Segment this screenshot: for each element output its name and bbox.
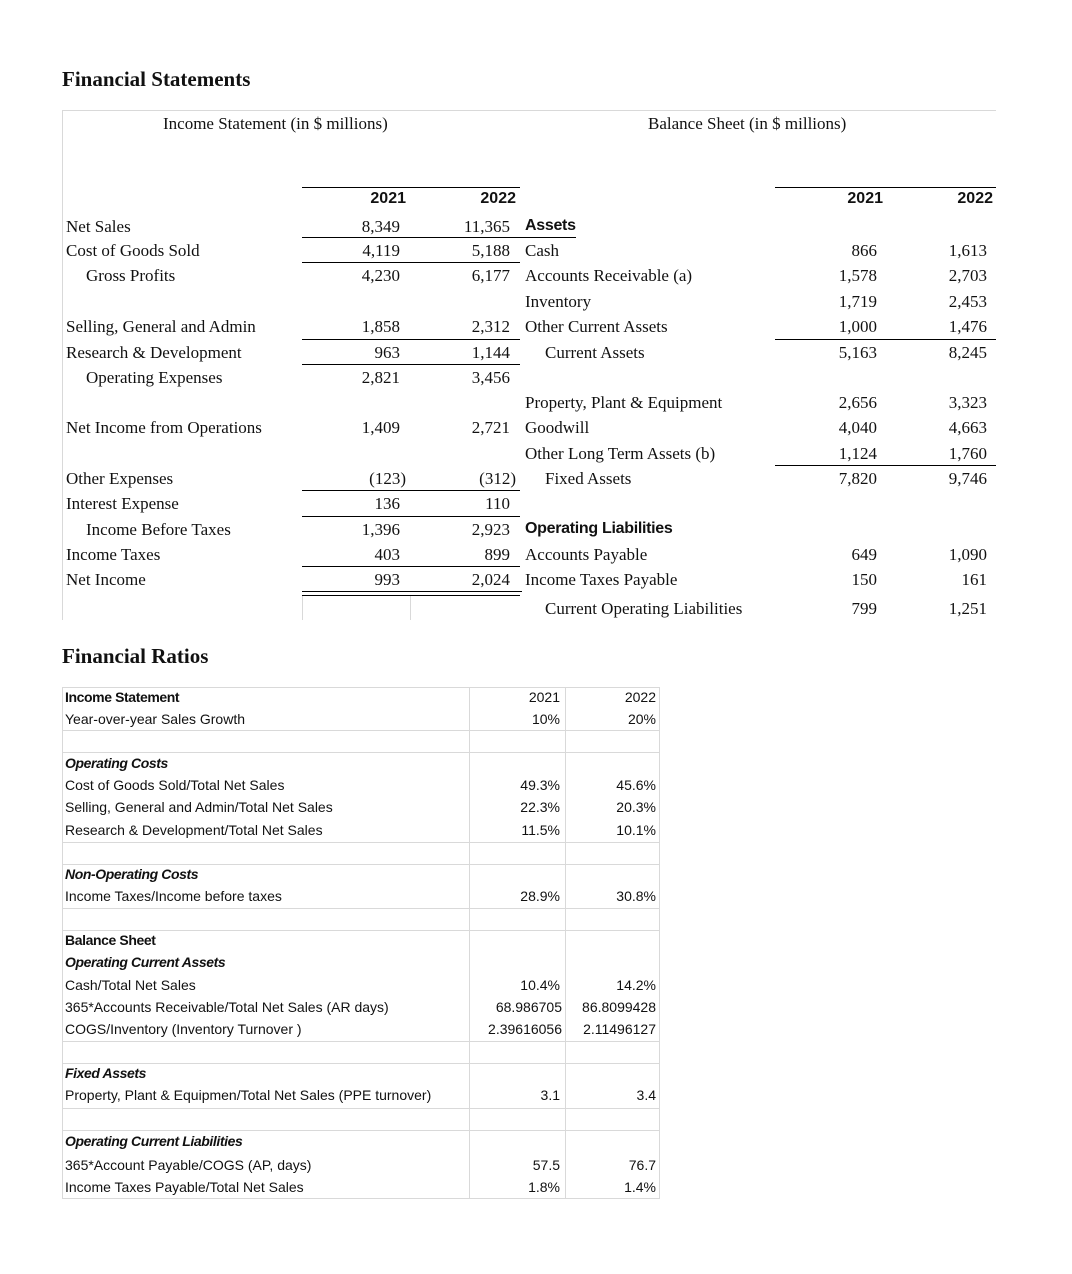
- page-title: Financial Statements: [62, 67, 251, 91]
- ratio-label: Income Taxes Payable/Total Net Sales: [65, 1179, 304, 1195]
- ratios-balance-sheet-label: Balance Sheet: [65, 932, 156, 948]
- bs-v2: 2,453: [948, 292, 987, 311]
- is-label-cogs: Cost of Goods Sold: [66, 241, 200, 260]
- is-v2: 6,177: [471, 266, 510, 285]
- ratio-v1: 10.4%: [520, 977, 560, 993]
- statements-frame-top: [62, 110, 996, 111]
- bs-v1: 2,656: [838, 393, 877, 412]
- bs-label-current-assets: Current Assets: [545, 343, 645, 362]
- bs-v2: 1,760: [948, 444, 987, 463]
- ratio-v1: 2.39616056: [488, 1021, 562, 1037]
- ratios-year-2022: 2022: [624, 689, 656, 705]
- is-label-interest-expense: Interest Expense: [66, 494, 179, 513]
- bs-v1: 1,719: [838, 292, 877, 311]
- bs-year-2022: 2022: [957, 190, 993, 207]
- ratios-grid-top: [62, 687, 659, 688]
- ratio-label: 365*Accounts Receivable/Total Net Sales (AR days): [65, 999, 389, 1015]
- ratios-grid-row: [62, 730, 659, 731]
- bs-v1: 1,124: [838, 444, 877, 463]
- ratio-v2: 3.4: [636, 1087, 656, 1103]
- bs-label-col: Current Operating Liabilities: [545, 599, 743, 618]
- ratios-grid-right: [659, 687, 660, 1199]
- is-label-operating-expenses: Operating Expenses: [86, 368, 223, 387]
- ratios-grid-row: [62, 908, 659, 909]
- is-header-rule: [302, 187, 520, 188]
- bs-label-cash: Cash: [525, 241, 559, 260]
- ratio-v1: 11.5%: [521, 822, 560, 838]
- is-rule: [302, 516, 520, 517]
- is-cell-border: [302, 596, 303, 620]
- ratio-v2: 45.6%: [616, 777, 656, 793]
- bs-v2: 2,703: [948, 266, 987, 285]
- ratios-grid-row: [62, 1108, 659, 1109]
- bs-label-other-current-assets: Other Current Assets: [525, 317, 668, 336]
- is-rule: [302, 339, 520, 340]
- ratio-v1: 57.5: [532, 1157, 560, 1173]
- bs-v2: 8,245: [948, 343, 987, 362]
- bs-v1: 1,578: [838, 266, 877, 285]
- ratios-fixed-assets-label: Fixed Assets: [65, 1065, 147, 1081]
- is-v1: 1,396: [361, 520, 400, 539]
- is-v1: (123): [369, 469, 406, 488]
- ratios-year-2021: 2021: [528, 689, 560, 705]
- bs-v1: 5,163: [838, 343, 877, 362]
- bs-v2: 1,613: [948, 241, 987, 260]
- is-year-2021: 2021: [370, 190, 406, 207]
- ratios-grid-row: [62, 1063, 659, 1064]
- ratio-v2: 10.1%: [616, 822, 656, 838]
- ratios-grid-row: [62, 1130, 659, 1131]
- bs-v1: 150: [851, 570, 877, 589]
- is-rule: [302, 566, 520, 567]
- is-rule: [302, 490, 520, 491]
- is-v1: 1,858: [361, 317, 400, 336]
- ratios-grid-bottom: [62, 1198, 659, 1199]
- is-v1: 8,349: [361, 217, 400, 236]
- income-statement-heading: Income Statement (in $ millions): [163, 114, 388, 133]
- is-v1: 4,119: [362, 241, 400, 260]
- bs-op-liabilities-label: Operating Liabilities: [525, 520, 673, 537]
- ratio-v2: 20%: [627, 711, 656, 727]
- is-v2: 110: [485, 494, 510, 513]
- is-v2: 1,144: [471, 343, 510, 362]
- is-v2: 11,365: [463, 217, 510, 236]
- ratio-v1: 3.1: [540, 1087, 560, 1103]
- is-year-2022: 2022: [480, 190, 516, 207]
- bs-v1: 4,040: [838, 418, 877, 437]
- bs-label-ap: Accounts Payable: [525, 545, 648, 564]
- bs-year-2021: 2021: [847, 190, 883, 207]
- ratios-operating-costs-label: Operating Costs: [65, 755, 168, 771]
- bs-rule: [775, 339, 996, 340]
- ratio-label: Selling, General and Admin/Total Net Sales: [65, 799, 333, 815]
- is-double-rule-bottom: [302, 595, 520, 596]
- ratio-v1: 10%: [531, 711, 560, 727]
- is-label-gross-profits: Gross Profits: [86, 266, 176, 285]
- ratios-grid-row: [62, 842, 659, 843]
- is-cell-border: [410, 596, 411, 620]
- bs-v2: 1,251: [948, 599, 987, 618]
- ratio-v1: 49.3%: [520, 777, 560, 793]
- ratio-v1: 68.986705: [495, 999, 562, 1015]
- ratio-label: COGS/Inventory (Inventory Turnover ): [65, 1021, 302, 1037]
- ratio-v1: 1.8%: [528, 1179, 560, 1195]
- bs-v2: 3,323: [948, 393, 987, 412]
- is-v1: 136: [374, 494, 400, 513]
- is-label-other-expenses: Other Expenses: [66, 469, 174, 488]
- bs-label-ppe: Property, Plant & Equipment: [525, 393, 723, 412]
- bs-label-itp: Income Taxes Payable: [525, 570, 678, 589]
- bs-v1: 7,820: [838, 469, 877, 488]
- is-v1: 963: [374, 343, 400, 362]
- is-v2: 899: [484, 545, 510, 564]
- is-rule: [302, 262, 520, 263]
- bs-label-ar: Accounts Receivable (a): [525, 266, 693, 285]
- ratios-grid-left: [62, 687, 63, 1199]
- bs-label-goodwill: Goodwill: [525, 418, 590, 437]
- is-v1: 1,409: [361, 418, 400, 437]
- ratios-income-statement-label: Income Statement: [65, 689, 180, 705]
- is-label-net-income-ops: Net Income from Operations: [66, 418, 262, 437]
- ratio-v2: 76.7: [628, 1157, 656, 1173]
- is-v1: 2,821: [361, 368, 400, 387]
- bs-v2: 9,746: [948, 469, 987, 488]
- ratios-grid-row: [62, 752, 659, 753]
- is-v2: 2,923: [471, 520, 510, 539]
- is-label-net-sales: Net Sales: [66, 217, 131, 236]
- is-v2: 2,312: [471, 317, 510, 336]
- bs-v1: 799: [851, 599, 877, 618]
- bs-v1: 649: [851, 545, 877, 564]
- ratio-label: Property, Plant & Equipmen/Total Net Sales (PPE turnover): [65, 1087, 432, 1103]
- is-double-rule-top: [302, 591, 520, 592]
- is-label-income-taxes: Income Taxes: [66, 545, 161, 564]
- is-v1: 4,230: [361, 266, 400, 285]
- statements-frame-left: [62, 110, 63, 620]
- bs-v2: 1,476: [948, 317, 987, 336]
- is-v1: 403: [374, 545, 400, 564]
- is-rule: [302, 237, 520, 238]
- bs-v1: 1,000: [838, 317, 877, 336]
- ratio-v1: 28.9%: [520, 888, 560, 904]
- ratios-grid-col: [565, 687, 566, 1199]
- is-v2: 2,024: [471, 570, 510, 589]
- bs-label-fixed-assets: Fixed Assets: [545, 469, 632, 488]
- bs-assets-label: Assets: [525, 217, 576, 234]
- bs-v2: 1,090: [948, 545, 987, 564]
- ratios-grid-row: [62, 930, 659, 931]
- ratio-v2: 2.11496127: [583, 1021, 656, 1037]
- ratio-label: Research & Development/Total Net Sales: [65, 822, 323, 838]
- is-v2: (312): [479, 469, 516, 488]
- bs-rule: [520, 591, 522, 592]
- ratios-grid-row: [62, 1041, 659, 1042]
- is-rule: [302, 364, 520, 365]
- is-v2: 2,721: [471, 418, 510, 437]
- ratios-oca-label: Operating Current Assets: [65, 954, 226, 970]
- is-label-net-income: Net Income: [66, 570, 146, 589]
- ratios-title: Financial Ratios: [62, 644, 209, 668]
- is-label-rd: Research & Development: [66, 343, 242, 362]
- balance-sheet-heading: Balance Sheet (in $ millions): [648, 114, 847, 133]
- ratio-label: Cash/Total Net Sales: [65, 977, 196, 993]
- ratio-v2: 30.8%: [616, 888, 656, 904]
- bs-label-other-lt-assets: Other Long Term Assets (b): [525, 444, 716, 463]
- bs-v1: 866: [851, 241, 877, 260]
- ratio-v2: 86.8099428: [582, 999, 656, 1015]
- bs-v2: 161: [961, 570, 987, 589]
- ratios-grid-col: [469, 687, 470, 1199]
- ratio-v1: 22.3%: [520, 799, 560, 815]
- ratio-label: Cost of Goods Sold/Total Net Sales: [65, 777, 285, 793]
- is-label-income-before-taxes: Income Before Taxes: [86, 520, 231, 539]
- ratio-label: 365*Account Payable/COGS (AP, days): [65, 1157, 312, 1173]
- ratio-label: Income Taxes/Income before taxes: [65, 888, 282, 904]
- bs-v2: 4,663: [948, 418, 987, 437]
- is-v2: 3,456: [471, 368, 510, 387]
- ratios-nonop-label: Non-Operating Costs: [65, 866, 199, 882]
- is-v2: 5,188: [471, 241, 510, 260]
- bs-label-inventory: Inventory: [525, 292, 592, 311]
- ratio-v2: 1.4%: [624, 1179, 656, 1195]
- ratio-v2: 20.3%: [616, 799, 656, 815]
- bs-assets-underline: [520, 237, 576, 238]
- bs-header-rule: [775, 187, 996, 188]
- ratios-grid-row: [62, 864, 659, 865]
- ratio-v2: 14.2%: [616, 977, 656, 993]
- is-label-sga: Selling, General and Admin: [66, 317, 256, 336]
- ratios-ocl-label: Operating Current Liabilities: [65, 1133, 243, 1149]
- is-v1: 993: [374, 570, 400, 589]
- ratio-label: Year-over-year Sales Growth: [65, 711, 246, 727]
- bs-rule: [775, 465, 996, 466]
